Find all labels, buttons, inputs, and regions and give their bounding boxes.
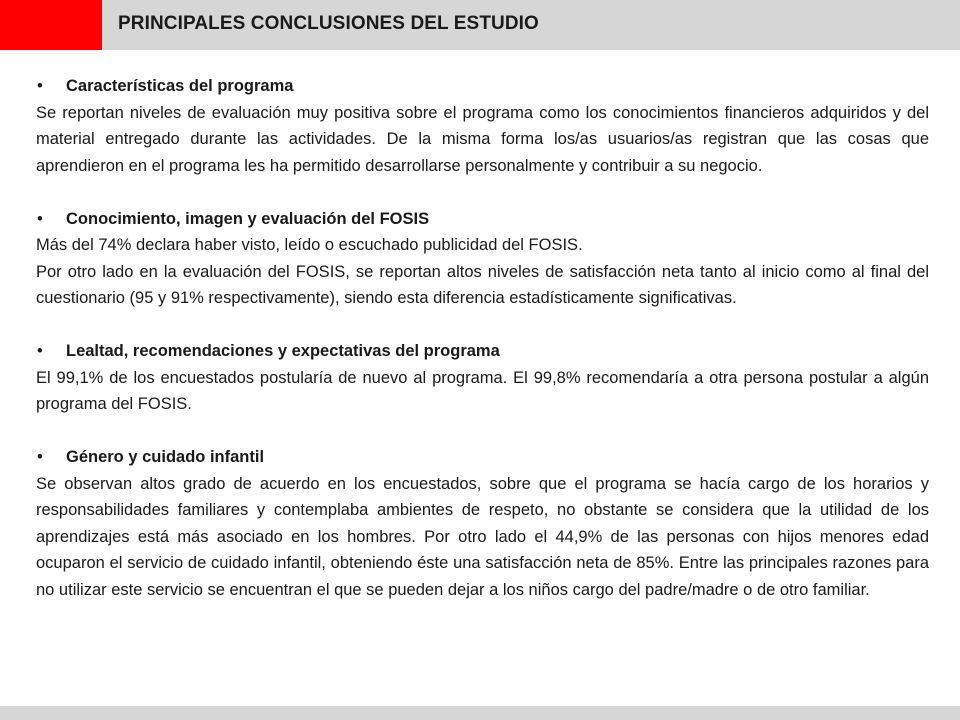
section-heading: Lealtad, recomendaciones y expectativas del programa xyxy=(66,342,500,360)
bullet-icon: • xyxy=(37,448,43,466)
section-paragraph: El 99,1% de los encuestados postularía de nuevo al programa. El 99,8% recomendaría a otra persona postular a algún programa del FOSIS. xyxy=(36,368,929,413)
section-paragraph: Por otro lado en la evaluación del FOSIS, se reportan altos niveles de satisfacción neta tanto al inicio como al final del cuestionario (95 y 91% respectivamente), siendo esta diferencia estadísticamente significativas. xyxy=(36,262,929,307)
section-paragraph: Más del 74% declara haber visto, leído o escuchado publicidad del FOSIS. xyxy=(36,236,583,254)
header-accent-block xyxy=(0,0,102,50)
page-title: PRINCIPALES CONCLUSIONES DEL ESTUDIO xyxy=(118,13,539,34)
content-area xyxy=(36,73,929,603)
section-fosis-knowledge xyxy=(36,206,929,312)
section-paragraph: Se reportan niveles de evaluación muy positiva sobre el programa como los conocimientos financieros adquiridos y del material entregado durante las actividades. De la misma forma los/as usuarios/as registran que las cosas que aprendieron en el programa les ha permitido desarrollarse personalmente y contribuir a su negocio. xyxy=(36,103,929,175)
section-heading: Conocimiento, imagen y evaluación del FOSIS xyxy=(66,209,430,228)
section-program-characteristics xyxy=(36,73,929,179)
section-heading: Género y cuidado infantil xyxy=(66,448,265,466)
section-heading-row xyxy=(36,206,929,233)
bullet-icon: • xyxy=(37,342,43,360)
section-loyalty xyxy=(36,338,929,418)
section-heading-row xyxy=(36,338,929,365)
section-gender-childcare xyxy=(36,444,929,603)
bullet-icon: • xyxy=(37,209,43,228)
section-heading-row xyxy=(36,444,929,471)
bullet-icon: • xyxy=(37,77,43,95)
section-heading: Características del programa xyxy=(66,77,294,95)
section-heading-row xyxy=(36,73,929,100)
section-paragraph: Se observan altos grado de acuerdo en los encuestados, sobre que el programa se hacía cargo de los horarios y responsabilidades familiares y contemplaba ambientes de respeto, no obstante se considera que la utilidad de los aprendizajes está más asociado en los hombres. Por otro lado el 44,9% de las personas con hijos menores edad ocuparon el servicio de cuidado infantil, obteniendo éste una satisfacción neta de 85%. Entre las principales razones para no utilizar este servicio se encuentran el que se pueden dejar a los niños cargo del padre/madre o de otro familiar. xyxy=(36,474,929,599)
footer-bar xyxy=(0,706,960,720)
